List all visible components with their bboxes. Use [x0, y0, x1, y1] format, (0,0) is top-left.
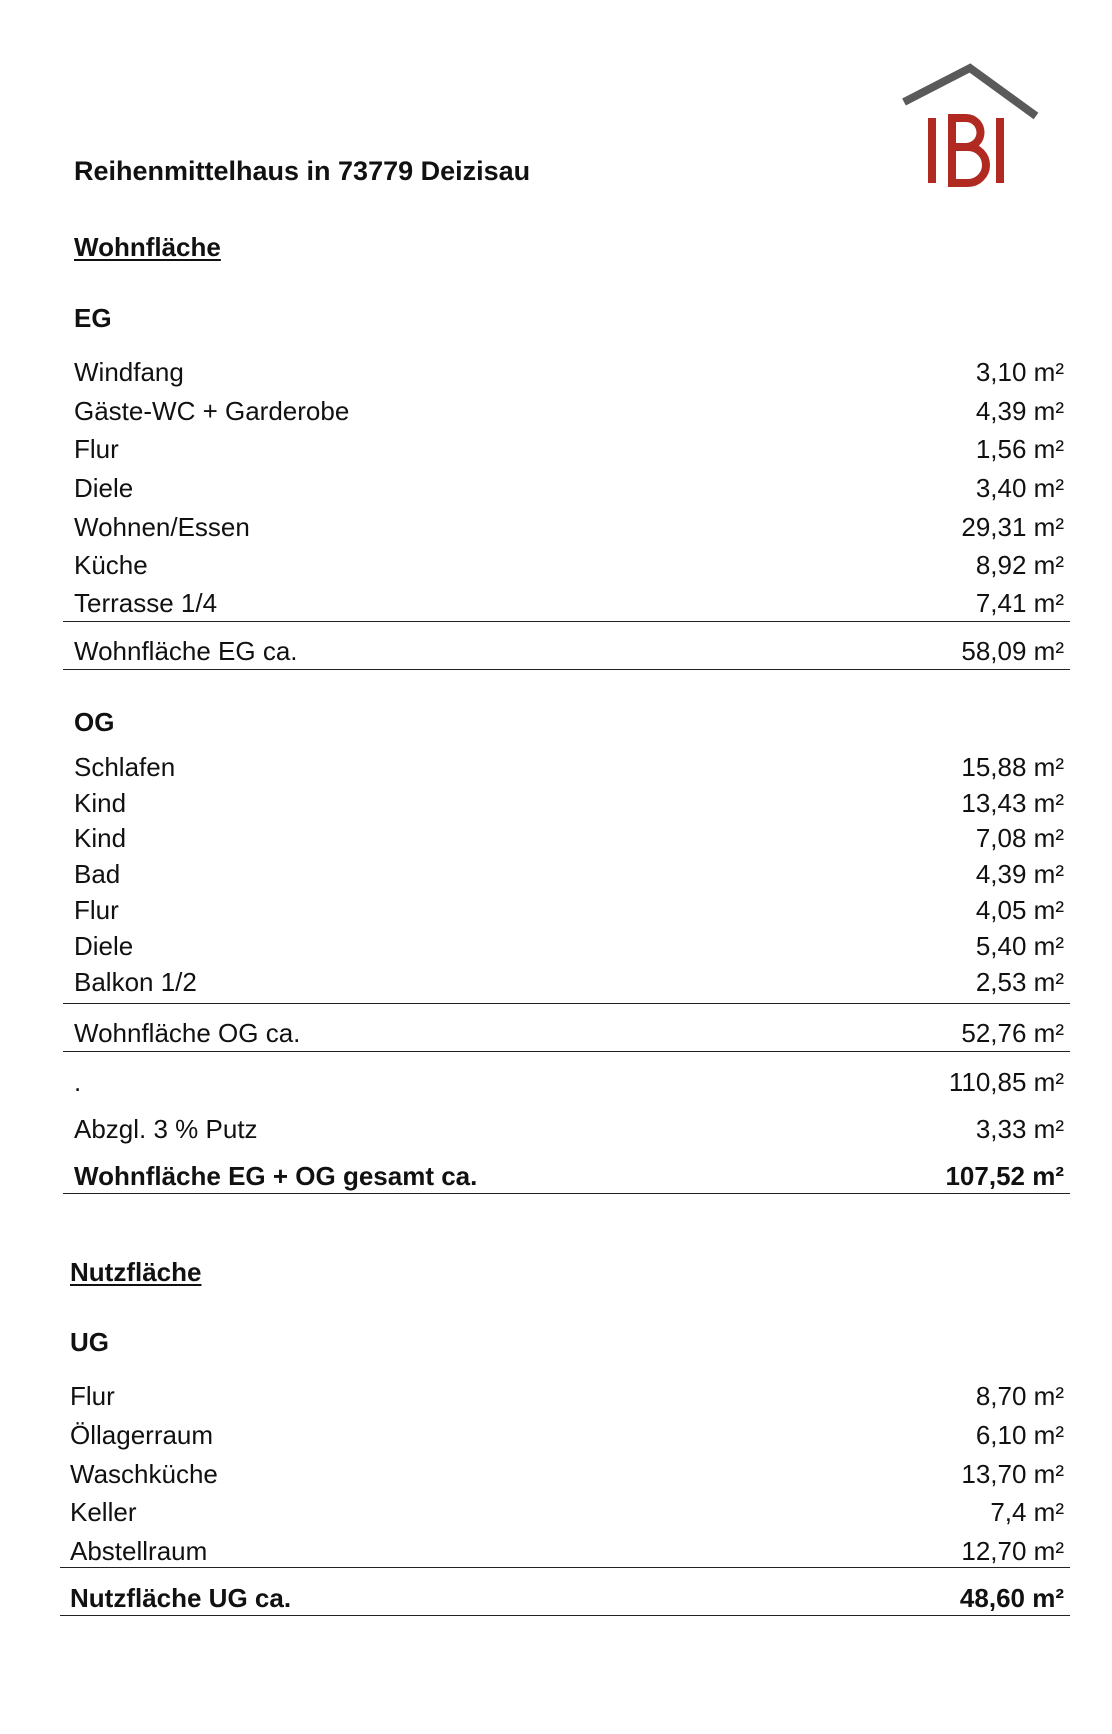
room-label: Küche: [74, 550, 148, 580]
room-area: 4,39 m²: [975, 859, 1064, 889]
room-label: Balkon 1/2: [74, 967, 197, 997]
room-area: 3,10 m²: [975, 357, 1064, 387]
table-row: [74, 473, 1064, 503]
room-label: Diele: [74, 473, 134, 503]
divider: [63, 1051, 1070, 1052]
room-label: Öllagerraum: [70, 1420, 214, 1450]
floor-label-eg: EG: [74, 303, 112, 333]
grand-total-area: 107,52 m²: [945, 1161, 1064, 1191]
room-area: 3,40 m²: [975, 473, 1064, 503]
floor-label-og: OG: [74, 707, 115, 737]
sum-row: [74, 1067, 1064, 1097]
table-row: [74, 823, 1064, 853]
room-area: 7,41 m²: [975, 588, 1064, 618]
room-label: Diele: [74, 931, 134, 961]
room-area: 4,05 m²: [975, 895, 1064, 925]
room-area: 6,10 m²: [975, 1420, 1064, 1450]
room-area: 7,4 m²: [990, 1497, 1064, 1527]
room-label: Kind: [74, 823, 127, 853]
table-row: [74, 931, 1064, 961]
sum-label: .: [74, 1067, 82, 1097]
room-label: Windfang: [74, 357, 184, 387]
table-row: [70, 1459, 1064, 1489]
table-row: [70, 1536, 1064, 1566]
room-area: 29,31 m²: [961, 512, 1064, 542]
room-area: 5,40 m²: [975, 931, 1064, 961]
room-label: Gäste-WC + Garderobe: [74, 396, 350, 426]
subtotal-row-eg: [74, 636, 1064, 666]
table-row: [74, 588, 1064, 618]
table-row: [74, 967, 1064, 997]
putz-label: Abzgl. 3 % Putz: [74, 1114, 258, 1144]
subtotal-row-ug: [70, 1583, 1064, 1613]
section-heading-nutzflaeche: Nutzfläche: [70, 1257, 202, 1287]
subtotal-label: Nutzfläche UG ca.: [70, 1583, 292, 1613]
floor-label-ug: UG: [70, 1327, 109, 1357]
room-label: Flur: [74, 434, 119, 464]
room-area: 7,08 m²: [975, 823, 1064, 853]
room-label: Waschküche: [70, 1459, 218, 1489]
grand-total-row: [74, 1161, 1064, 1191]
table-row: [74, 859, 1064, 889]
table-row: [70, 1381, 1064, 1411]
table-row: [74, 550, 1064, 580]
room-area: 4,39 m²: [975, 396, 1064, 426]
room-label: Schlafen: [74, 752, 176, 782]
divider: [63, 669, 1070, 670]
table-row: [74, 357, 1064, 387]
putz-area: 3,33 m²: [975, 1114, 1064, 1144]
room-label: Kind: [74, 788, 127, 818]
subtotal-label: Wohnfläche OG ca.: [74, 1018, 301, 1048]
sum-area: 110,85 m²: [948, 1067, 1064, 1097]
table-row: [74, 434, 1064, 464]
room-label: Keller: [70, 1497, 137, 1527]
room-label: Abstellraum: [70, 1536, 208, 1566]
divider: [63, 1193, 1070, 1194]
room-area: 1,56 m²: [975, 434, 1064, 464]
room-area: 13,43 m²: [961, 788, 1064, 818]
page-title: Reihenmittelhaus in 73779 Deizisau: [74, 156, 531, 186]
room-area: 8,70 m²: [975, 1381, 1064, 1411]
room-area: 15,88 m²: [961, 752, 1064, 782]
divider: [60, 1567, 1070, 1568]
room-area: 2,53 m²: [975, 967, 1064, 997]
subtotal-area: 48,60 m²: [959, 1583, 1064, 1613]
table-row: [74, 895, 1064, 925]
room-label: Flur: [70, 1381, 115, 1411]
table-row: [74, 752, 1064, 782]
room-label: Terrasse 1/4: [74, 588, 218, 618]
room-label: Wohnen/Essen: [74, 512, 250, 542]
room-label: Flur: [74, 895, 119, 925]
room-area: 13,70 m²: [961, 1459, 1064, 1489]
table-row: [74, 788, 1064, 818]
room-area: 8,92 m²: [975, 550, 1064, 580]
subtotal-row-og: [74, 1018, 1064, 1048]
putz-row: [74, 1114, 1064, 1144]
table-row: [74, 396, 1064, 426]
subtotal-label: Wohnfläche EG ca.: [74, 636, 298, 666]
room-label: Bad: [74, 859, 121, 889]
section-heading-wohnflaeche: Wohnfläche: [74, 232, 221, 262]
divider: [63, 1003, 1070, 1004]
grand-total-label: Wohnfläche EG + OG gesamt ca.: [74, 1161, 478, 1191]
table-row: [70, 1497, 1064, 1527]
table-row: [70, 1420, 1064, 1450]
divider: [60, 1615, 1070, 1616]
logo-roof: [904, 68, 1036, 116]
subtotal-area: 58,09 m²: [961, 636, 1064, 666]
table-row: [74, 512, 1064, 542]
room-area: 12,70 m²: [961, 1536, 1064, 1566]
ibi-logo: [896, 62, 1044, 192]
logo-letters: [928, 118, 1004, 183]
subtotal-area: 52,76 m²: [961, 1018, 1064, 1048]
divider: [63, 621, 1070, 622]
